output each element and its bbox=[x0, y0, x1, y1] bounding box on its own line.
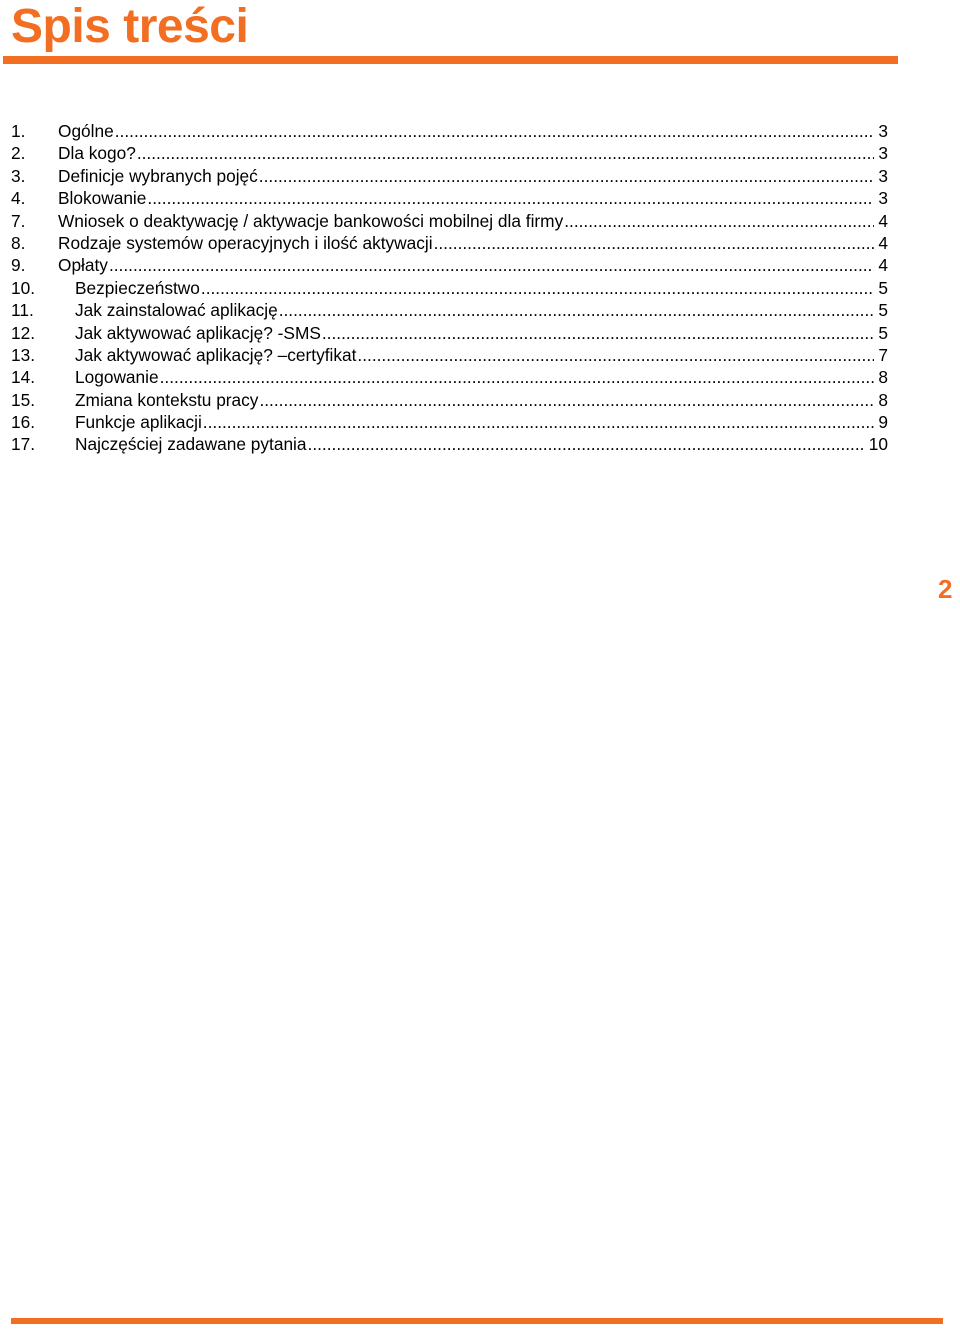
toc-entry-page: 8 bbox=[878, 367, 888, 388]
toc-entry[interactable] bbox=[11, 232, 888, 254]
toc-entry[interactable] bbox=[11, 277, 888, 299]
toc-entry-page: 4 bbox=[878, 210, 888, 231]
title-underline bbox=[3, 56, 898, 64]
toc-dot-leader bbox=[434, 232, 875, 254]
toc-dot-leader bbox=[109, 254, 874, 276]
toc-entry-number: 17. bbox=[11, 434, 36, 455]
toc-dot-leader bbox=[322, 322, 875, 344]
toc-entry-number: 12. bbox=[11, 322, 36, 343]
toc-entry-page: 5 bbox=[878, 277, 888, 298]
toc-entry-title: Ogólne bbox=[58, 121, 114, 141]
toc-entry-page: 3 bbox=[878, 165, 888, 186]
toc-entry-page: 9 bbox=[878, 412, 888, 433]
toc-dot-leader bbox=[564, 210, 874, 232]
toc-dot-leader bbox=[160, 366, 875, 388]
toc-entry-page: 8 bbox=[878, 389, 888, 410]
toc-entry[interactable] bbox=[11, 366, 888, 388]
toc-entry-title: Wniosek o deaktywację / aktywacje bankowości mobilnej dla firmy bbox=[58, 210, 564, 231]
footer-rule bbox=[11, 1318, 943, 1324]
toc-entry-title: Bezpieczeństwo bbox=[75, 277, 200, 298]
toc-entry[interactable] bbox=[11, 142, 888, 164]
toc-dot-leader bbox=[147, 187, 874, 209]
toc-entry[interactable] bbox=[11, 210, 888, 232]
toc-entry-title: Jak zainstalować aplikację bbox=[75, 300, 278, 321]
toc-entry-title: Definicje wybranych pojęć bbox=[58, 165, 258, 186]
toc-dot-leader bbox=[259, 389, 874, 411]
toc-entry-number: 15. bbox=[11, 389, 36, 410]
toc-entry-title: Dla kogo? bbox=[58, 143, 136, 164]
toc-dot-leader bbox=[279, 299, 875, 321]
toc-dot-leader bbox=[357, 344, 874, 366]
toc-entry-title: Funkcje aplikacji bbox=[75, 412, 202, 433]
toc-dot-leader bbox=[201, 277, 874, 299]
toc-dot-leader bbox=[115, 120, 875, 142]
toc-entry-number: 13. bbox=[11, 344, 36, 365]
toc-entry-title: Blokowanie bbox=[58, 188, 147, 209]
toc-entry[interactable] bbox=[11, 433, 888, 455]
toc-dot-leader bbox=[308, 433, 865, 455]
toc-entry-page: 3 bbox=[878, 143, 888, 164]
toc-entry-page: 3 bbox=[878, 188, 888, 209]
page-number: 2 bbox=[938, 574, 953, 604]
toc-entry-page: 4 bbox=[878, 232, 888, 253]
toc-entry-number: 9. bbox=[11, 255, 26, 276]
toc-entry-number: 1. bbox=[11, 121, 26, 141]
toc-dot-leader bbox=[259, 165, 875, 187]
page-title: Spis treści bbox=[11, 0, 249, 53]
toc-entry-page: 5 bbox=[878, 322, 888, 343]
toc-entry-title: Rodzaje systemów operacyjnych i ilość aktywacji bbox=[58, 232, 433, 253]
toc-dot-leader bbox=[137, 142, 875, 164]
toc-entry-page: 4 bbox=[878, 255, 888, 276]
toc-entry-number: 7. bbox=[11, 210, 26, 231]
toc-entry[interactable] bbox=[11, 120, 888, 142]
toc-entry-page: 7 bbox=[878, 344, 888, 365]
toc-entry[interactable] bbox=[11, 254, 888, 276]
toc-entry-number: 14. bbox=[11, 367, 36, 388]
toc-entry[interactable] bbox=[11, 389, 888, 411]
toc-entry-page: 10 bbox=[868, 434, 888, 455]
toc-entry-title: Najczęściej zadawane pytania bbox=[75, 434, 307, 455]
toc-entry[interactable] bbox=[11, 165, 888, 187]
toc-entry-page: 3 bbox=[878, 121, 888, 141]
toc-entry[interactable] bbox=[11, 187, 888, 209]
toc-entry-title: Logowanie bbox=[75, 367, 159, 388]
toc-entry-title: Jak aktywować aplikację? –certyfikat bbox=[75, 344, 357, 365]
toc-entry-page: 5 bbox=[878, 300, 888, 321]
toc-entry-number: 16. bbox=[11, 412, 36, 433]
toc-entry-number: 3. bbox=[11, 165, 26, 186]
toc-entry-number: 11. bbox=[11, 300, 34, 321]
toc-entry[interactable] bbox=[11, 411, 888, 433]
toc-entry[interactable] bbox=[11, 322, 888, 344]
toc-entry[interactable] bbox=[11, 299, 888, 321]
toc-entry-title: Opłaty bbox=[58, 255, 108, 276]
toc-entry-number: 2. bbox=[11, 143, 26, 164]
toc-entry[interactable] bbox=[11, 344, 888, 366]
toc-entry-title: Zmiana kontekstu pracy bbox=[75, 389, 259, 410]
toc-entry-number: 10. bbox=[11, 277, 36, 298]
toc-entry-number: 4. bbox=[11, 188, 26, 209]
toc-dot-leader bbox=[203, 411, 875, 433]
toc-entry-title: Jak aktywować aplikację? -SMS bbox=[75, 322, 321, 343]
toc-entry-number: 8. bbox=[11, 232, 26, 253]
table-of-contents bbox=[11, 120, 888, 456]
